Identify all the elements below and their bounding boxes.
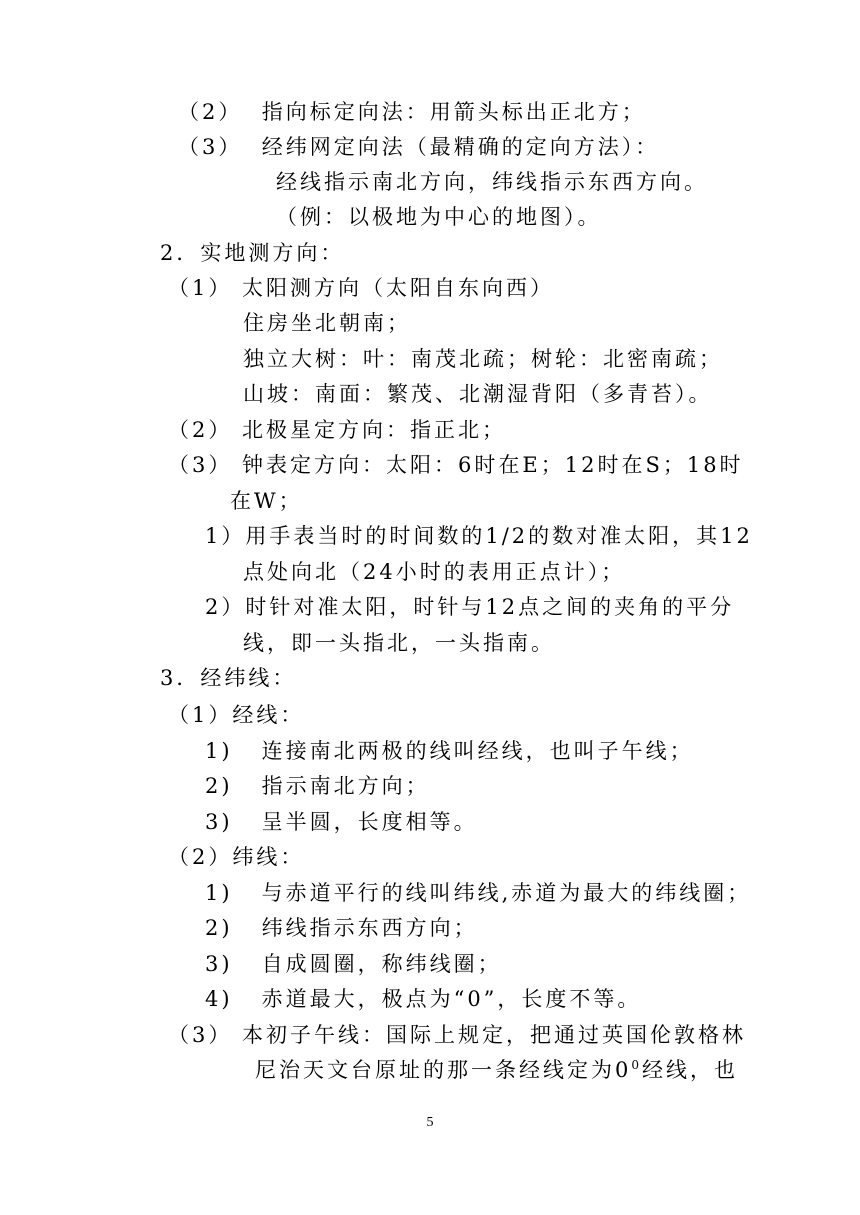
text-line: 住房坐北朝南； bbox=[243, 311, 411, 335]
text-line: 经线指示南北方向，纬线指示东西方向。 bbox=[276, 170, 708, 194]
page-number: 5 bbox=[426, 1115, 434, 1130]
text-line: 1) 与赤道平行的线叫纬线,赤道为最大的纬线圈； bbox=[205, 881, 752, 905]
text-fragment: 经线，也 bbox=[642, 1058, 739, 1082]
text-line: （3） 本初子午线：国际上规定，把通过英国伦敦格林 bbox=[168, 1023, 747, 1047]
text-line: 2) 指示南北方向； bbox=[205, 774, 430, 798]
text-line: 线，即一头指北，一头指南。 bbox=[243, 631, 555, 655]
text-line: 1) 连接南北两极的线叫经线，也叫子午线； bbox=[205, 739, 694, 763]
text-line: 3) 呈半圆，长度相等。 bbox=[205, 810, 478, 834]
text-line: （2） 指向标定向法：用箭头标出正北方； bbox=[178, 100, 646, 124]
text-line: （2）纬线： bbox=[168, 845, 305, 869]
text-line: 2) 纬线指示东西方向； bbox=[205, 916, 478, 940]
text-line: 1）用手表当时的时间数的1/2的数对准太阳，其12 bbox=[205, 524, 753, 548]
text-line: 点处向北（24小时的表用正点计）； bbox=[243, 560, 626, 584]
text-line: （3） 钟表定方向：太阳：6时在E；12时在S；18时 bbox=[168, 453, 744, 477]
degree-superscript: 0 bbox=[631, 1058, 643, 1072]
text-line: （1）经线： bbox=[168, 703, 305, 727]
text-line: （2） 北极星定方向：指正北； bbox=[168, 418, 507, 442]
text-line bbox=[255, 1055, 738, 1085]
text-line: （3） 经纬网定向法（最精确的定向方法）： bbox=[178, 135, 660, 159]
text-fragment: 尼治天文台原址的那一条经线定为0 bbox=[255, 1058, 632, 1082]
text-line: 2）时针对准太阳，时针与12点之间的夹角的平分 bbox=[205, 595, 735, 619]
text-line: 在W； bbox=[230, 489, 303, 513]
text-line: 独立大树：叶：南茂北疏；树轮：北密南疏； bbox=[243, 347, 723, 371]
text-line: （例：以极地为中心的地图）。 bbox=[276, 205, 602, 229]
section-heading: 3．经纬线： bbox=[160, 666, 297, 690]
text-line: 山坡：南面：繁茂、北潮湿背阳（多青苔）。 bbox=[243, 382, 713, 406]
section-heading: 2．实地测方向： bbox=[160, 241, 345, 265]
text-line: 4) 赤道最大，极点为“0”，长度不等。 bbox=[205, 987, 642, 1011]
text-line: 3) 自成圆圈，称纬线圈； bbox=[205, 952, 502, 976]
text-line: （1） 太阳测方向（太阳自东向西） bbox=[168, 276, 555, 300]
